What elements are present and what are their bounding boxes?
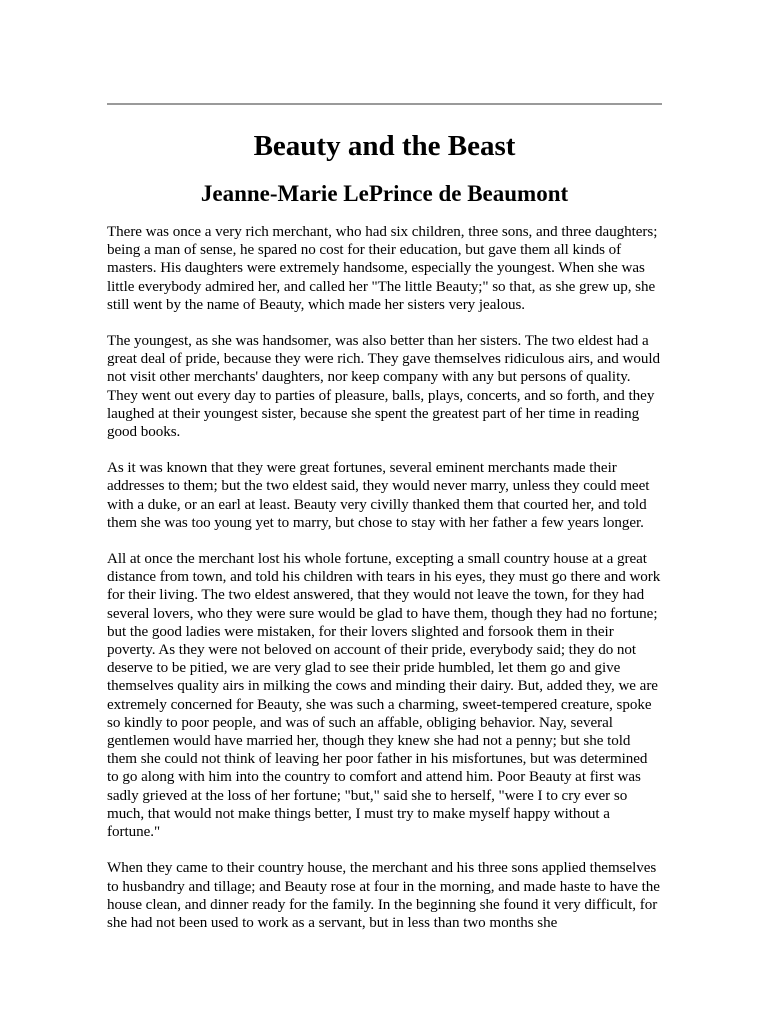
horizontal-rule (107, 103, 662, 105)
paragraph: All at once the merchant lost his whole fortune, excepting a small country house at a great distance from town, and told his children with tears in his eyes, they must go there and work for their living. The two eldest answered, that they would not leave the town, for they had several lovers, who they were sure would be glad to have them, though they had no fortune; but the good ladies were mistaken, for their lovers slighted and forsook them in their poverty. As they were not beloved on account of their pride, everybody said; they do not deserve to be pitied, we are very glad to see their pride humbled, let them go and give themselves quality airs in milking the cows and minding their dairy. But, added they, we are extremely concerned for Beauty, she was such a charming, sweet-tempered creature, spoke so kindly to poor people, and was of such an affable, obliging behavior. Nay, several gentlemen would have married her, though they knew she had not a penny; but she told them she could not think of leaving her poor father in his misfortunes, but was determined to go along with him into the country to comfort and attend him. Poor Beauty at first was sadly grieved at the loss of her fortune; "but," said she to herself, "were I to cry ever so much, that would not make things better, I must try to make myself happy without a fortune." (107, 551, 661, 841)
document-author: Jeanne-Marie LePrince de Beaumont (200, 181, 569, 206)
document-body (107, 223, 662, 950)
paragraph: As it was known that they were great fortunes, several eminent merchants made their addresses to them; but the two eldest said, they would never marry, unless they could meet with a duke, or an earl at least. Beauty very civilly thanked them that courted her, and told them she was too young yet to marry, but chose to stay with her father a few years longer. (107, 460, 650, 531)
document-title: Beauty and the Beast (253, 130, 516, 162)
paragraph: When they came to their country house, the merchant and his three sons applied themselves to husbandry and tillage; and Beauty rose at four in the morning, and made haste to have the house clean, and dinner ready for the family. In the beginning she found it very difficult, for she had not been used to work as a servant, but in less than two months she (107, 860, 660, 931)
paragraph: The youngest, as she was handsomer, was also better than her sisters. The two eldest had a great deal of pride, because they were rich. They gave themselves ridiculous airs, and would not visit other merchants' daughters, nor keep company with any but persons of quality. They went out every day to parties of pleasure, balls, plays, concerts, and so forth, and they laughed at their youngest sister, because she spent the greatest part of her time in reading good books. (107, 333, 660, 441)
paragraph: There was once a very rich merchant, who had six children, three sons, and three daughters; being a man of sense, he spared no cost for their education, but gave them all kinds of masters. His daughters were extremely handsome, especially the youngest. When she was little everybody admired her, and called her "The little Beauty;" so that, as she grew up, she still went by the name of Beauty, which made her sisters very jealous. (107, 224, 658, 313)
